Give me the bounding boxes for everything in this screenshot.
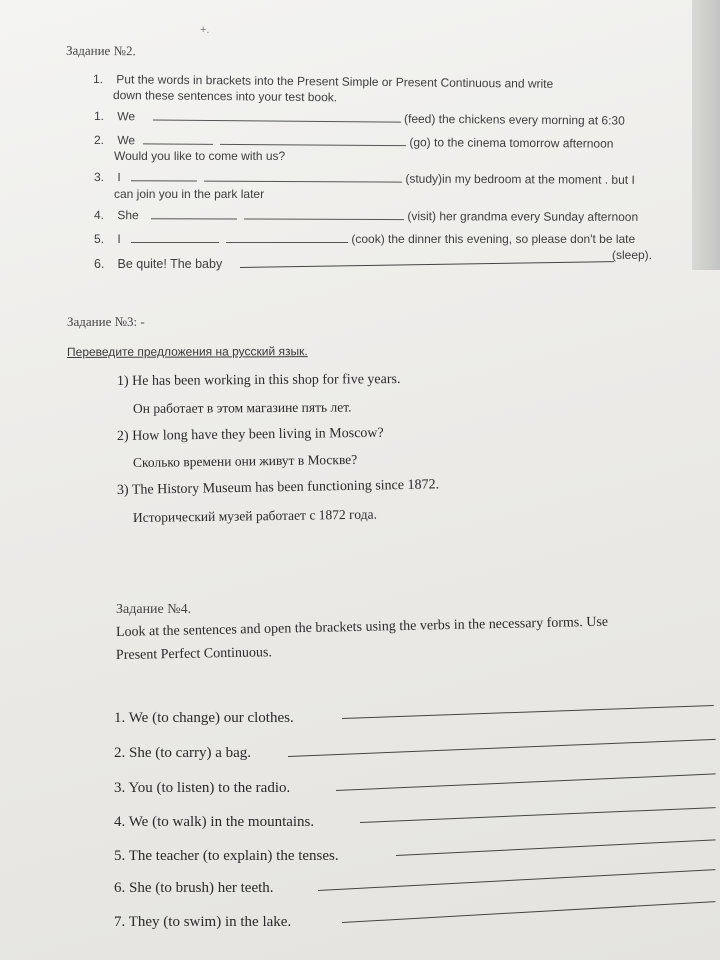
item-start: I	[117, 232, 121, 246]
item-continuation: can join you in the park later	[114, 187, 265, 201]
answer-blank[interactable]	[226, 241, 348, 243]
task2-item	[94, 232, 635, 246]
item-start: Be quite! The baby	[117, 257, 223, 271]
task4-instruction-line1: Look at the sentences and open the brackets using the verbs in the necessary forms. Use	[115, 614, 609, 640]
task2-item	[94, 257, 222, 271]
instruction-line1: Put the words in brackets into the Present Simple or Present Continuous and write	[116, 72, 554, 91]
exercise-item: 6. She (to brush) her teeth.	[114, 880, 274, 896]
answer-blank[interactable]	[220, 143, 406, 146]
exercise-item: 1. We (to change) our clothes.	[114, 710, 294, 726]
item-end: (sleep).	[612, 248, 653, 262]
task3-subtitle: Переведите предложения на русский язык.	[66, 344, 308, 359]
task4-instruction-line2: Present Perfect Continuous.	[115, 645, 273, 663]
answer-blank[interactable]	[151, 217, 237, 219]
answer-blank[interactable]	[131, 179, 197, 181]
exercise-item: 7. They (to swim) in the lake.	[114, 914, 292, 930]
answer-blank[interactable]	[153, 119, 401, 123]
sentence-en: 3) The History Museum has been functioning since 1872.	[116, 477, 440, 498]
item-start: I	[117, 170, 121, 185]
answer-blank[interactable]	[131, 241, 219, 243]
item-end: (cook) the dinner this evening, so please don't be late	[351, 232, 636, 246]
answer-blank[interactable]	[143, 142, 213, 144]
item-number: 3.	[93, 170, 105, 185]
item-number: 2.	[93, 133, 105, 148]
item-start: We	[117, 133, 136, 148]
item-end: (visit) her grandma every Sunday afternoon	[407, 209, 639, 224]
task4-title: Задание №4.	[116, 602, 192, 617]
item-number: 1.	[93, 109, 105, 124]
item-number: 4.	[93, 208, 105, 223]
translation-ru: Он работает в этом магазине пять лет.	[132, 399, 352, 416]
answer-blank[interactable]	[244, 218, 404, 221]
item-start: She	[117, 208, 139, 223]
translation-ru: Сколько времени они живут в Москве?	[132, 451, 358, 470]
translation-ru: Исторический музей работает с 1872 года.	[132, 506, 378, 525]
item-continuation: Would you like to come with us?	[114, 149, 286, 163]
item-number: 5.	[94, 232, 105, 246]
task2-item	[94, 208, 638, 224]
exercise-item: 3. You (to listen) to the radio.	[114, 780, 291, 796]
exercise-item: 4. We (to walk) in the mountains.	[114, 814, 315, 830]
item-start: We	[117, 109, 136, 124]
background-edge	[692, 0, 720, 270]
item-end: (feed) the chickens every morning at 6:30	[403, 111, 625, 128]
instruction-line2: down these sentences into your test book.	[112, 88, 338, 105]
item-end: (go) to the cinema tomorrow afternoon	[409, 135, 614, 151]
sentence-en: 1) He has been working in this shop for five years.	[116, 372, 401, 389]
answer-blank[interactable]	[204, 180, 402, 183]
item-number: 6.	[94, 257, 105, 271]
exercise-item: 5. The teacher (to explain) the tenses.	[114, 848, 339, 864]
pen-mark: +.	[200, 24, 210, 36]
item-end: (study)in my bedroom at the moment . but I	[405, 171, 635, 187]
instruction-number: 1.	[92, 72, 104, 87]
exercise-item: 2. She (to carry) a bag.	[114, 745, 252, 761]
sentence-en: 2) How long have they been living in Moscow?	[116, 425, 384, 444]
task2-title: Задание №2.	[65, 42, 136, 59]
task2-item	[94, 170, 635, 187]
task3-title: Задание №3: -	[67, 314, 145, 329]
